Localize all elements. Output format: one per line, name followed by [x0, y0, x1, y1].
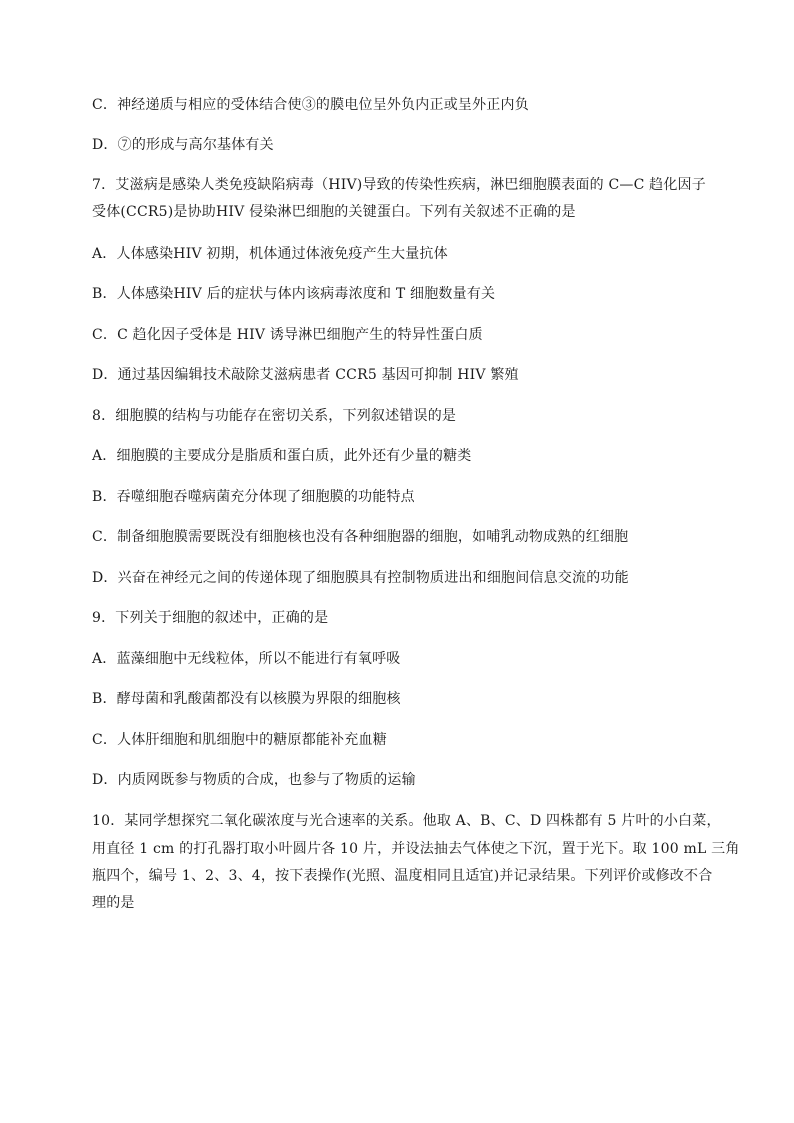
q10-stem-line-1: 10．某同学想探究二氧化碳浓度与光合速率的关系。他取 A、B、C、D 四株都有 5 片叶的小白菜， — [92, 813, 721, 829]
q7-option-d: D．通过基因编辑技术敲除艾滋病患者 CCR5 基因可抑制 HIV 繁殖 — [92, 367, 519, 383]
q6-option-d: D．⑦的形成与高尔基体有关 — [92, 137, 274, 153]
q9-stem: 9．下列关于细胞的叙述中，正确的是 — [92, 610, 329, 626]
q10-stem-line-2: 用直径 1 cm 的打孔器打取小叶圆片各 10 片，并设法抽去气体使之下沉，置于光下。取 100 mL 三角 — [92, 841, 740, 857]
q8-option-c: C．制备细胞膜需要既没有细胞核也没有各种细胞器的细胞，如哺乳动物成熟的红细胞 — [92, 529, 629, 545]
q8-option-b: B．吞噬细胞吞噬病菌充分体现了细胞膜的功能特点 — [92, 489, 415, 505]
q9-option-a: A．蓝藻细胞中无线粒体，所以不能进行有氧呼吸 — [92, 651, 401, 667]
q8-option-d: D．兴奋在神经元之间的传递体现了细胞膜具有控制物质进出和细胞间信息交流的功能 — [92, 570, 629, 586]
q8-stem: 8．细胞膜的结构与功能存在密切关系，下列叙述错误的是 — [92, 408, 457, 424]
q7-stem-line-1: 7．艾滋病是感染人类免疫缺陷病毒（HIV)导致的传染性疾病，淋巴细胞膜表面的 C—C 趋化因子 — [92, 177, 706, 193]
q6-option-c: C．神经递质与相应的受体结合使③的膜电位呈外负内正或呈外正内负 — [92, 97, 529, 113]
q10-stem-line-4: 理的是 — [92, 895, 135, 911]
q9-option-b: B．酵母菌和乳酸菌都没有以核膜为界限的细胞核 — [92, 691, 401, 707]
q9-option-c: C．人体肝细胞和肌细胞中的糖原都能补充血糖 — [92, 732, 387, 748]
q7-option-a: A．人体感染HIV 初期，机体通过体液免疫产生大量抗体 — [92, 246, 448, 262]
q7-option-c: C．C 趋化因子受体是 HIV 诱导淋巴细胞产生的特异性蛋白质 — [92, 327, 483, 343]
q10-stem-line-3: 瓶四个，编号 1、2、3、4，按下表操作(光照、温度相同且适宜)并记录结果。下列评价或修改不合 — [92, 868, 713, 884]
q7-option-b: B．人体感染HIV 后的症状与体内该病毒浓度和 T 细胞数量有关 — [92, 286, 496, 302]
q8-option-a: A．细胞膜的主要成分是脂质和蛋白质，此外还有少量的糖类 — [92, 448, 472, 464]
q7-stem-line-2: 受体(CCR5)是协助HIV 侵染淋巴细胞的关键蛋白。下列有关叙述不正确的是 — [92, 204, 576, 220]
q9-option-d: D．内质网既参与物质的合成，也参与了物质的运输 — [92, 772, 416, 788]
